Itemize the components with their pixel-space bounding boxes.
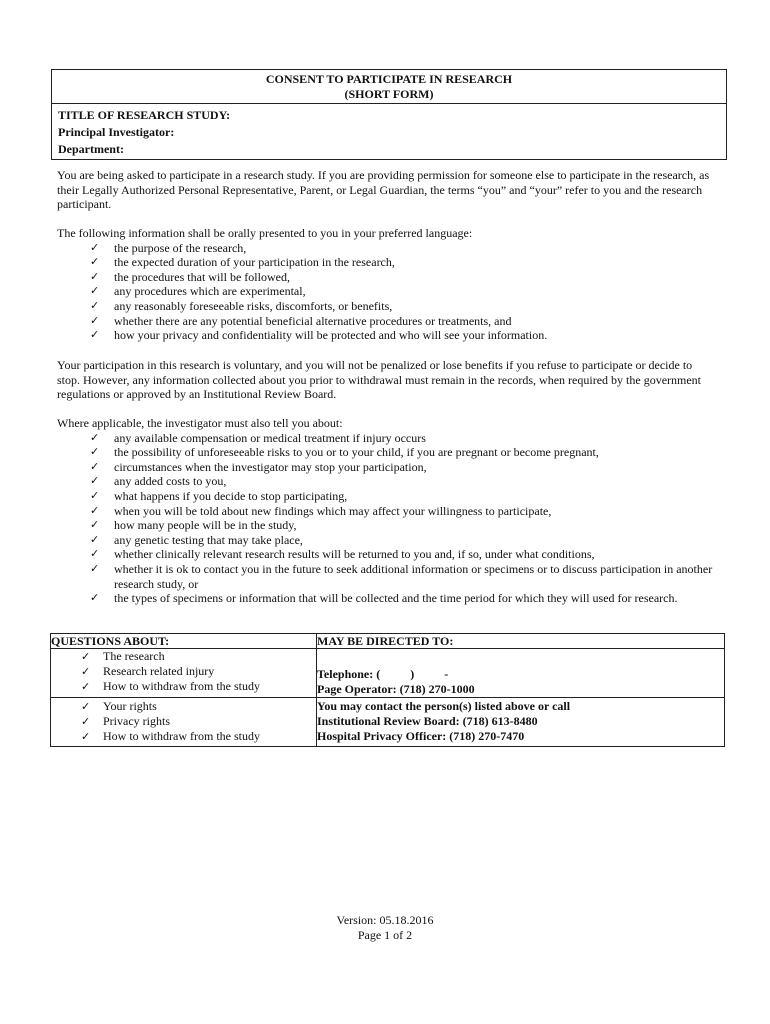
list-item: ✓ Your rights (81, 699, 157, 713)
list-item: ✓ any procedures which are experimental, (90, 284, 306, 299)
checkmark-icon: ✓ (90, 430, 100, 444)
checkmark-icon: ✓ (81, 665, 91, 678)
list-item: ✓ the procedures that will be followed, (90, 269, 290, 284)
checkmark-icon: ✓ (90, 547, 100, 561)
list-item: ✓ how your privacy and confidentiality will be protected and who will see your information. (90, 328, 548, 343)
list-item: ✓ when you will be told about new findings which may affect your willingness to participate, (90, 503, 552, 518)
form-title-line2: (SHORT FORM) (344, 87, 434, 101)
department-label: Department: (58, 142, 124, 156)
contact-persons-line: You may contact the person(s) listed above or call (317, 699, 571, 713)
checkmark-icon: ✓ (90, 561, 100, 575)
checkmark-icon: ✓ (90, 255, 100, 269)
list-item: ✓ Research related injury (81, 664, 215, 678)
list-item: ✓ How to withdraw from the study (81, 729, 260, 743)
checkmark-icon: ✓ (90, 474, 100, 488)
checkmark-icon: ✓ (90, 328, 100, 342)
checkmark-icon: ✓ (90, 284, 100, 298)
list-item: ✓ the types of specimens or information that will be collected and the time period for which they will used for research. (90, 591, 678, 606)
checkmark-icon: ✓ (90, 532, 100, 546)
checkmark-icon: ✓ (90, 503, 100, 517)
checkmark-icon: ✓ (90, 240, 100, 254)
voluntary-paragraph: Your participation in this research is voluntary, and you will not be penalized or lose benefits if you refuse to participate or decide to stop. However, any information collected about you prior to withdrawal must remain in the records, when required by the government regulations or approved by an Institutional Review Board. (57, 358, 702, 402)
list-item: ✓ whether it is ok to contact you in the future to seek additional information or specimens or to discuss participation in another research study, or (90, 561, 713, 591)
principal-investigator-label: Principal Investigator: (58, 125, 175, 139)
checkmark-icon: ✓ (90, 445, 100, 459)
list-item: ✓ whether clinically relevant research results will be returned to you and, if so, under what conditions, (90, 547, 595, 562)
page-number: Page 1 of 2 (357, 928, 413, 942)
list-item: ✓ any available compensation or medical treatment if injury occurs (90, 430, 426, 445)
checkmark-icon: ✓ (90, 591, 100, 605)
form-header-box (51, 69, 727, 160)
form-title-line1: CONSENT TO PARTICIPATE IN RESEARCH (265, 72, 513, 86)
applicable-section (57, 416, 717, 606)
checkmark-icon: ✓ (90, 269, 100, 283)
checkmark-icon: ✓ (81, 700, 91, 713)
list-item: ✓ the possibility of unforeseeable risks to you or to your child, if you are pregnant or become pregnant, (90, 445, 599, 460)
list-item: ✓ the purpose of the research, (90, 240, 247, 255)
checkmark-icon: ✓ (90, 518, 100, 532)
checkmark-icon: ✓ (81, 715, 91, 728)
checkmark-icon: ✓ (90, 488, 100, 502)
list-item: ✓ any added costs to you, (90, 474, 227, 489)
list-item: ✓ whether there are any potential beneficial alternative procedures or treatments, and (90, 313, 512, 328)
checkmark-icon: ✓ (81, 680, 91, 693)
checkmark-icon: ✓ (90, 313, 100, 327)
questions-about-header: QUESTIONS ABOUT: (51, 634, 317, 649)
info-checklist (57, 241, 717, 343)
contact-group-1 (317, 649, 725, 698)
page-operator-line: Page Operator: (718) 270-1000 (317, 682, 475, 696)
info-section (57, 226, 717, 343)
list-item: ✓ any genetic testing that may take place, (90, 532, 303, 547)
questions-group-1 (51, 649, 317, 698)
privacy-officer-line: Hospital Privacy Officer: (718) 270-7470 (317, 729, 525, 743)
checkmark-icon: ✓ (81, 730, 91, 743)
list-item: ✓ what happens if you decide to stop participating, (90, 488, 348, 503)
list-item: ✓ how many people will be in the study, (90, 518, 297, 533)
directed-to-header: MAY BE DIRECTED TO: (317, 634, 725, 649)
list-item: ✓ Privacy rights (81, 714, 170, 728)
form-title (52, 70, 726, 104)
list-item: ✓ any reasonably foreseeable risks, discomforts, or benefits, (90, 298, 393, 313)
list-item: ✓ the expected duration of your participation in the research, (90, 255, 395, 270)
intro-paragraph: You are being asked to participate in a research study. If you are providing permission for someone else to participate in the research, as their Legally Authorized Personal Representative, Parent, or Legal Guardian, the terms “you” and “your” refer to you and the research participant. (57, 168, 710, 212)
table-row (51, 698, 725, 747)
list-item: ✓ The research (81, 649, 165, 663)
version-label: Version: 05.18.2016 (336, 913, 434, 927)
applicable-section-lead: Where applicable, the investigator must also tell you about: (57, 416, 343, 430)
list-item: ✓ circumstances when the investigator may stop your participation, (90, 459, 427, 474)
checkmark-icon: ✓ (90, 298, 100, 312)
questions-contact-table (50, 633, 725, 747)
table-header-row (51, 634, 725, 649)
applicable-checklist (57, 431, 717, 606)
telephone-line: Telephone: ( ) - (317, 667, 449, 681)
list-item: ✓ How to withdraw from the study (81, 679, 260, 693)
questions-group-2 (51, 698, 317, 747)
checkmark-icon: ✓ (81, 650, 91, 663)
info-section-lead: The following information shall be orally presented to you in your preferred language: (57, 226, 473, 240)
irb-phone-line: Institutional Review Board: (718) 613-8480 (317, 714, 538, 728)
table-row (51, 649, 725, 698)
checkmark-icon: ✓ (90, 459, 100, 473)
page-footer (0, 913, 770, 943)
study-title-label: TITLE OF RESEARCH STUDY: (58, 108, 231, 122)
contact-group-2 (317, 698, 725, 747)
